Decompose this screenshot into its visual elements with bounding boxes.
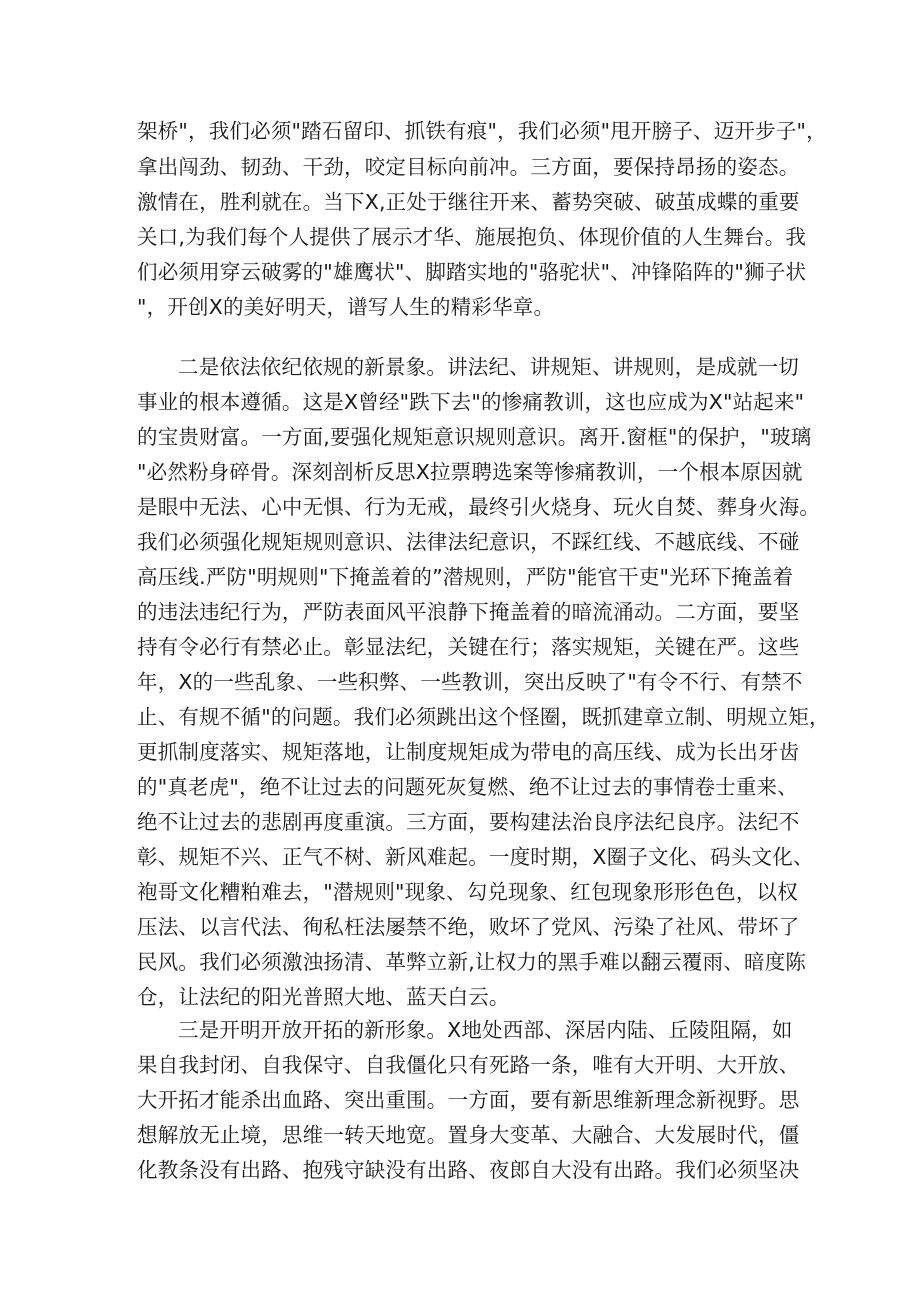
text-line: 架桥"，我们必须"踏石留印、抓铁有痕"，我们必须"甩开膀子、迈开步子"， — [137, 119, 827, 143]
text-line: 我们必须强化规矩规则意识、法律法纪意识，不踩红线、不越底线、不碰 — [137, 530, 800, 554]
text-line: 激情在，胜利就在。当下X,正处于继往开来、蓄势突破、破茧成蝶的重要 — [137, 190, 800, 214]
text-line: 仓，让法纪的阳光普照大地、蓝天白云。 — [137, 985, 510, 1009]
text-line: 的宝贵财富。一方面,要强化规矩意识规则意识。离开.窗框"的保护，"玻璃 — [137, 425, 812, 449]
text-line: 关口,为我们每个人提供了展示才华、施展抱负、体现价值的人生舞台。我 — [137, 225, 807, 249]
text-line: 彰、规矩不兴、正气不树、新风难起。一度时期，X圈子文化、码头文化、 — [137, 845, 814, 869]
text-line: 事业的根本遵循。这是X曾经"跌下去"的惨痛教训，这也应成为X"站起来" — [137, 390, 805, 414]
text-line: 化教条没有出路、抱残守缺没有出路、夜郎自大没有出路。我们必须坚决 — [137, 1158, 800, 1182]
text-line: 拿出闯劲、韧劲、干劲，咬定目标向前冲。三方面，要保持昂扬的姿态。 — [137, 155, 800, 179]
text-line: "必然粉身碎骨。深刻剖析反思X拉票聘选案等惨痛教训，一个根本原因就 — [137, 460, 803, 484]
text-line: 大开拓才能杀出血路、突出重围。一方面，要有新思维新理念新视野。思 — [137, 1088, 800, 1112]
text-line: 止、有规不循"的问题。我们必须跳出这个怪圈，既抓建章立制、明规立矩， — [137, 705, 830, 729]
text-line: 袍哥文化糟粕难去，"潜规则"现象、勾兑现象、红包现象形形色色，以权 — [137, 880, 798, 904]
text-line: 绝不让过去的悲剧再度重演。三方面，要构建法治良序法纪良序。法纪不 — [137, 810, 800, 834]
text-line: 高压线.严防"明规则"下掩盖着的”潜规则，严防"能官干吏"光环下掩盖着 — [137, 565, 794, 589]
paragraph-first-line: 二是依法依纪依规的新景象。讲法纪、讲规矩、讲规则，是成就一切 — [178, 355, 799, 379]
text-line: 更抓制度落实、规矩落地，让制度规矩成为带电的高压线、成为长出牙齿 — [137, 740, 800, 764]
text-line: 年，X的一些乱象、一些积弊、一些教训，突出反映了"有令不行、有禁不 — [137, 670, 803, 694]
text-line: 想解放无止境，思维一转天地宽。置身大变革、大融合、大发展时代，僵 — [137, 1123, 800, 1147]
text-line: 民风。我们必须激浊扬清、革弊立新,让权力的黑手难以翻云覆雨、暗度陈 — [137, 950, 807, 974]
text-line: 的违法违纪行为，严防表面风平浪静下掩盖着的暗流涌动。二方面，要坚 — [137, 600, 800, 624]
text-line: "，开创X的美好明天，谱写人生的精彩华章。 — [137, 295, 555, 319]
paragraph-first-line: 三是开明开放开拓的新形象。X地处西部、深居内陆、丘陵阻隔，如 — [178, 1018, 793, 1042]
text-line: 们必须用穿云破雾的"雄鹰状"、脚踏实地的"骆驼状"、冲锋陷阵的"狮子状 — [137, 260, 807, 284]
text-line: 是眼中无法、心中无惧、行为无戒，最终引火烧身、玩火自焚、葬身火海。 — [137, 495, 821, 519]
text-line: 持有令必行有禁必止。彰显法纪，关键在行；落实规矩，关键在严。这些 — [137, 635, 800, 659]
text-line: 压法、以言代法、徇私枉法屡禁不绝，败坏了党风、污染了社风、带坏了 — [137, 915, 800, 939]
text-line: 的"真老虎"，绝不让过去的问题死灰复燃、绝不让过去的事情卷士重来、 — [137, 775, 798, 799]
text-line: 果自我封闭、自我保守、自我僵化只有死路一条，唯有大开明、大开放、 — [137, 1053, 800, 1077]
